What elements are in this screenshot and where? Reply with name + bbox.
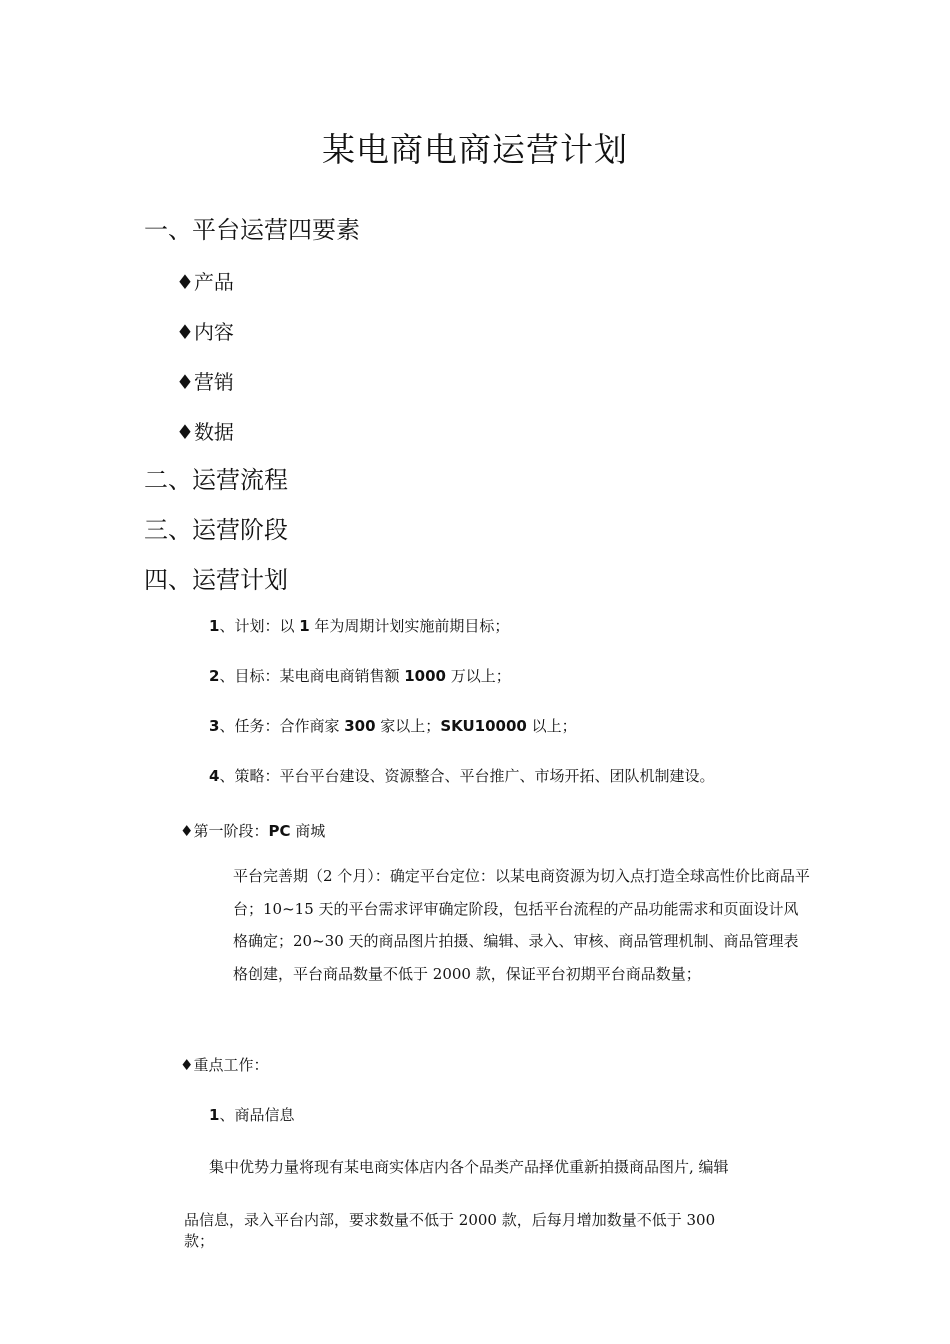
element-item: ♦营销 xyxy=(176,370,234,394)
phase1-heading: ♦第一阶段：PC 商城 xyxy=(180,822,326,840)
key-work-paragraph-line2: 品信息，录入平台内部，要求数量不低于 2000 款，后每月增加数量不低于 300 xyxy=(184,1211,716,1229)
page-title: 某电商电商运营计划 xyxy=(322,130,628,169)
section-heading-4: 四、运营计划 xyxy=(144,566,288,594)
diamond-bullet-icon: ♦ xyxy=(180,822,194,840)
section-heading-3: 三、运营阶段 xyxy=(144,516,288,544)
plan-item-4: 4、策略：平台平台建设、资源整合、平台推广、市场开拓、团队机制建设。 xyxy=(209,767,715,785)
plan-item-2: 2、目标：某电商电商销售额 1000 万以上； xyxy=(209,667,511,685)
key-work-paragraph-line3: 款； xyxy=(184,1232,215,1250)
plan-item-1: 1、计划：以 1 年为周期计划实施前期目标； xyxy=(209,617,510,635)
diamond-bullet-icon: ♦ xyxy=(176,420,194,444)
section-heading-2: 二、运营流程 xyxy=(144,466,288,494)
diamond-bullet-icon: ♦ xyxy=(176,320,194,344)
key-work-heading: ♦重点工作： xyxy=(180,1056,269,1074)
key-work-item-1: 1、商品信息 xyxy=(209,1106,295,1124)
section-heading-1: 一、平台运营四要素 xyxy=(144,216,360,244)
diamond-bullet-icon: ♦ xyxy=(176,370,194,394)
diamond-bullet-icon: ♦ xyxy=(176,270,194,294)
element-item: ♦产品 xyxy=(176,270,234,294)
element-item: ♦数据 xyxy=(176,420,234,444)
diamond-bullet-icon: ♦ xyxy=(180,1056,194,1074)
element-item: ♦内容 xyxy=(176,320,234,344)
key-work-paragraph-line1: 集中优势力量将现有某电商实体店内各个品类产品择优重新拍摄商品图片, 编辑 xyxy=(209,1158,729,1176)
phase1-description: 平台完善期（2 个月）：确定平台定位：以某电商资源为切入点打造全球高性价比商品平台；10~15 天的平台需求评审确定阶段，包括平台流程的产品功能需求和页面设计风格确定；20~30 天的商品图片拍摄、编辑、录入、审核、商品管理机制、商品管理表格创建，平台商品数量不低于 2000 款，保证平台初期平台商品数量； xyxy=(233,867,810,983)
plan-item-3: 3、任务：合作商家 300 家以上；SKU10000 以上； xyxy=(209,717,577,735)
